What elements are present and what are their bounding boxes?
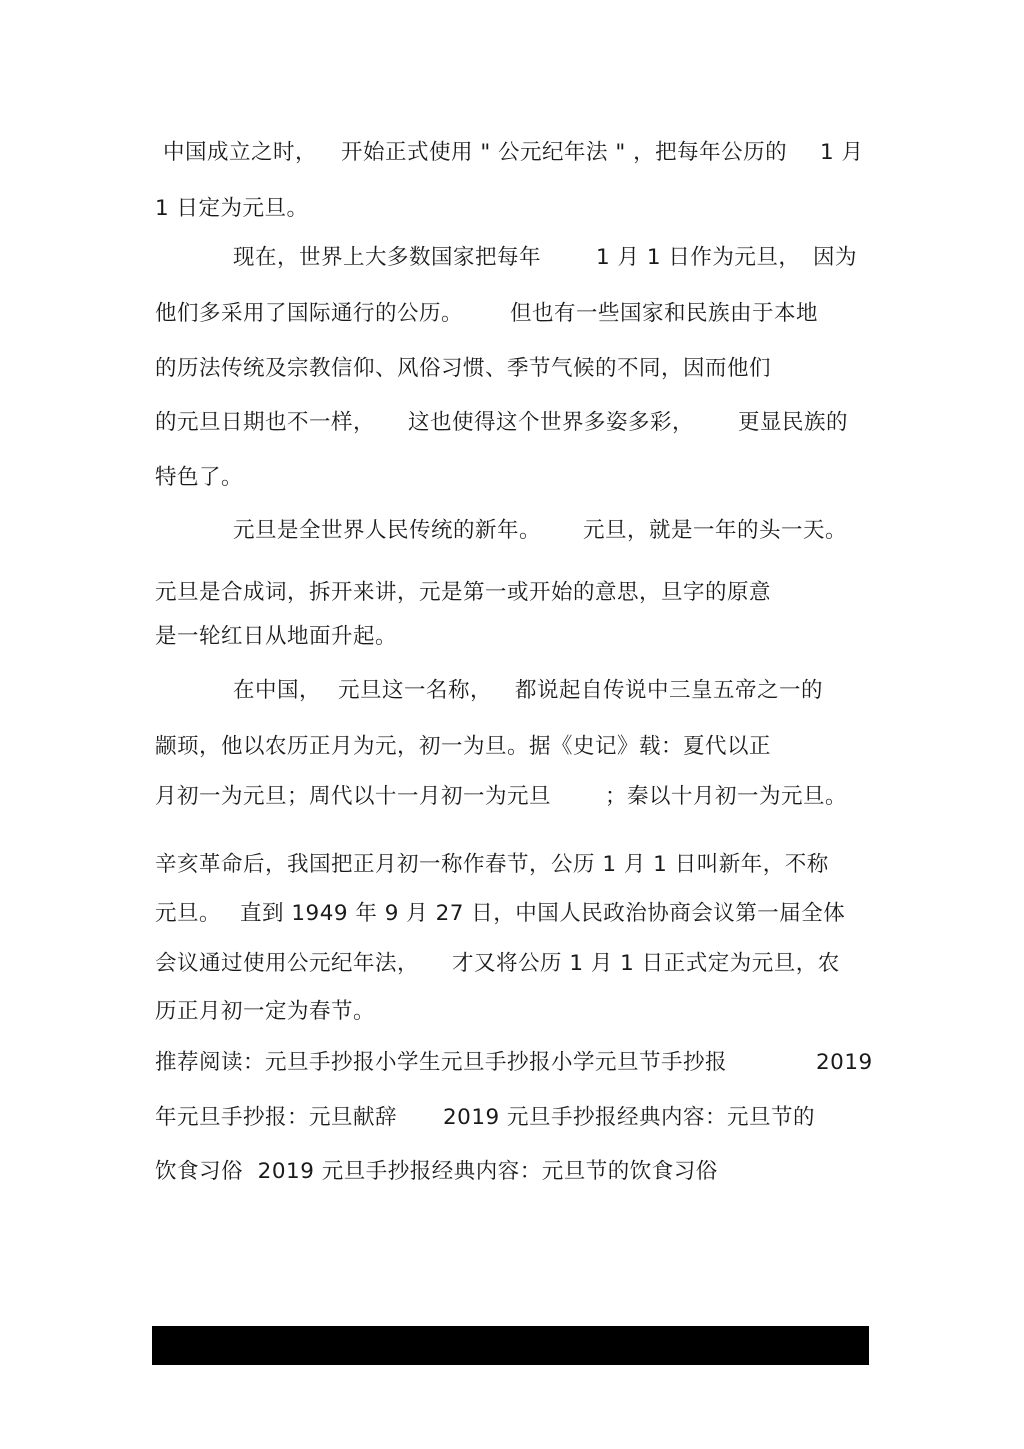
text-segment: 是一轮红日从地面升起。 xyxy=(155,624,398,649)
text-segment: 开始正式使用 " 公元纪年法 " ，把每年公历的 xyxy=(341,140,788,165)
text-segment: 才又将公历 1 月 1 日正式定为元旦，农 xyxy=(452,951,840,976)
text-segment: 这也使得这个世界多姿多彩， xyxy=(408,410,695,435)
text-segment: 饮食习俗 2019 元旦手抄报经典内容：元旦节的饮食习俗 xyxy=(155,1159,718,1184)
text-segment: 但也有一些国家和民族由于本地 xyxy=(510,301,819,326)
text-segment: 2019 元旦手抄报经典内容：元旦节的 xyxy=(443,1105,816,1130)
text-segment: ；秦以十月初一为元旦。 xyxy=(605,784,848,809)
text-segment: 历正月初一定为春节。 xyxy=(155,999,376,1024)
text-segment: 辛亥革命后，我国把正月初一称作春节，公历 1 月 1 日叫新年，不称 xyxy=(155,852,829,877)
text-segment: 中国成立之时， xyxy=(163,140,318,165)
text-segment: 他们多采用了国际通行的公历。 xyxy=(155,301,464,326)
text-segment: 因为 xyxy=(813,245,858,270)
text-segment: 元旦。 xyxy=(155,901,222,926)
text-segment: 1 日定为元旦。 xyxy=(155,196,309,221)
text-segment: 在中国， xyxy=(233,678,322,703)
text-segment: 颛顼，他以农历正月为元，初一为旦。据《史记》载：夏代以正 xyxy=(155,734,772,759)
text-segment: 的历法传统及宗教信仰、风俗习惯、季节气候的不同，因而他们 xyxy=(155,356,772,381)
text-segment: 推荐阅读：元旦手抄报小学生元旦手抄报小学元旦节手抄报 xyxy=(155,1050,728,1075)
text-segment: 都说起自传说中三皇五帝之一的 xyxy=(515,678,824,703)
text-segment: 的元旦日期也不一样， xyxy=(155,410,376,435)
text-segment: 特色了。 xyxy=(155,465,244,490)
footer-black-bar xyxy=(152,1326,869,1365)
text-segment: 元旦是合成词，拆开来讲，元是第一或开始的意思，旦字的原意 xyxy=(155,580,772,605)
text-segment: 元旦是全世界人民传统的新年。 xyxy=(233,518,542,543)
recommended-reading-line xyxy=(155,1158,718,1242)
text-segment: 1 月 1 日作为元旦， xyxy=(596,245,801,270)
text-segment: 月初一为元旦；周代以十一月初一为元旦 xyxy=(155,784,552,809)
text-segment: 元旦这一名称， xyxy=(338,678,493,703)
text-segment: 更显民族的 xyxy=(738,410,849,435)
text-segment: 会议通过使用公元纪年法， xyxy=(155,951,420,976)
text-segment: 年元旦手抄报：元旦献辞 xyxy=(155,1105,398,1130)
text-segment: 直到 1949 年 9 月 27 日，中国人民政治协商会议第一届全体 xyxy=(240,901,846,926)
text-segment: 1 月 xyxy=(820,140,864,165)
text-segment: 现在，世界上大多数国家把每年 xyxy=(233,245,542,270)
text-segment: 元旦，就是一年的头一天。 xyxy=(583,518,848,543)
text-segment: 2019 xyxy=(816,1050,873,1075)
